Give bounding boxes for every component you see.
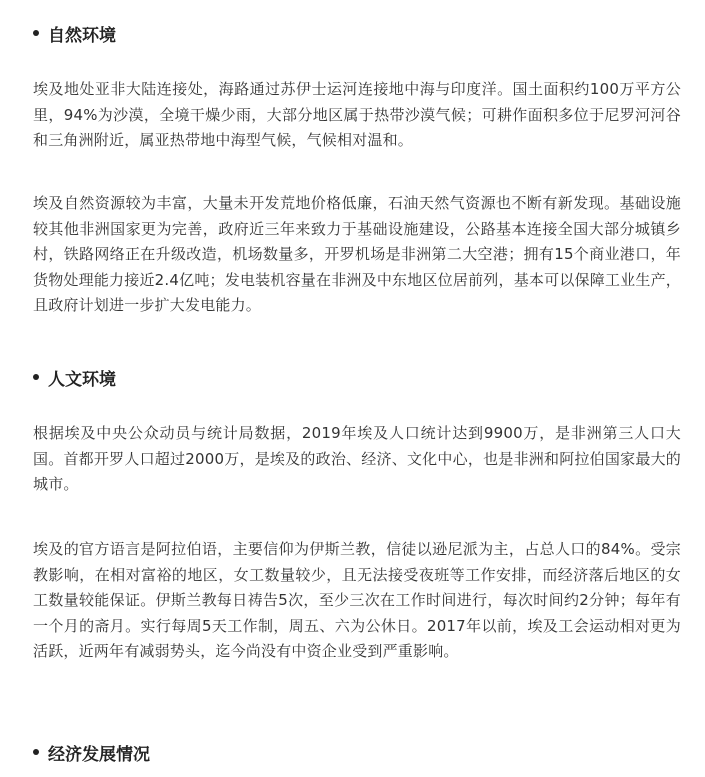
paragraph: 根据埃及中央公众动员与统计局数据，2019年埃及人口统计达到9900万，是非洲第三人口大国。首都开罗人口超过2000万，是埃及的政治、经济、文化中心，也是非洲和阿拉伯国家最大的城市。 [33,424,681,494]
section-heading-cultural-environment [33,363,116,391]
section-heading-natural-environment [33,19,116,47]
paragraph: 埃及地处亚非大陆连接处，海路通过苏伊士运河连接地中海与印度洋。国土面积约100万平方公里，94%为沙漠，全境干燥少雨，大部分地区属于热带沙漠气候；可耕作面积多位于尼罗河河谷和三角洲附近，属亚热带地中海型气候，气候相对温和。 [33,80,681,150]
bullet-dot-icon [33,374,39,380]
bullet-dot-icon [33,749,39,755]
paragraph: 埃及的官方语言是阿拉伯语，主要信仰为伊斯兰教，信徒以逊尼派为主，占总人口的84%。受宗教影响，在相对富裕的地区，女工数量较少，且无法接受夜班等工作安排，而经济落后地区的女工数量较能保证。伊斯兰教每日祷告5次，至少三次在工作时间进行，每次时间约2分钟；每年有一个月的斋月。实行每周5天工作制，周五、六为公休日。2017年以前，埃及工会运动相对更为活跃，近两年有减弱势头，迄今尚没有中资企业受到严重影响。 [33,540,681,661]
section-heading-text: 自然环境 [48,25,116,46]
section-heading-economic-development [33,738,150,766]
section-heading-text: 经济发展情况 [48,744,150,765]
paragraph: 埃及自然资源较为丰富，大量未开发荒地价格低廉，石油天然气资源也不断有新发现。基础设施较其他非洲国家更为完善，政府近三年来致力于基础设施建设，公路基本连接全国大部分城镇乡村，铁路网络正在升级改造，机场数量多，开罗机场是非洲第二大空港；拥有15个商业港口，年货物处理能力接近2.4亿吨；发电装机容量在非洲及中东地区位居前列，基本可以保障工业生产，且政府计划进一步扩大发电能力。 [33,194,681,315]
bullet-dot-icon [33,30,39,36]
section-heading-text: 人文环境 [48,369,116,390]
